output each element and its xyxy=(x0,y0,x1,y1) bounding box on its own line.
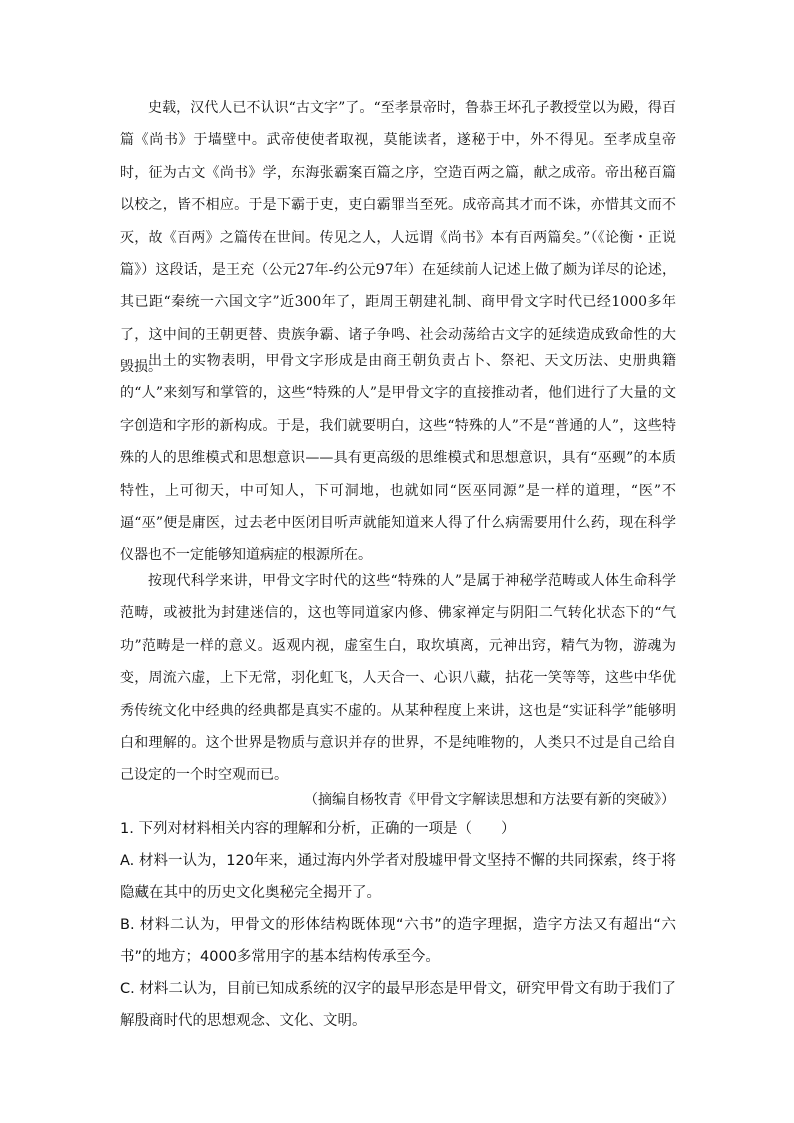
passage-paragraph-2: 出土的实物表明，甲骨文字形成是由商王朝负责占卜、祭祀、天文历法、史册典籍的“人”来刻写和掌管的，这些“特殊的人”是甲骨文字的直接推动者，他们进行了大量的文字创造和字形的新构成。于是，我们就要明白，这些“特殊的人”不是“普通的人”，这些特殊的人的思维模式和思想意识——具有更高级的思维模式和思想意识，具有“巫觋”的本质特性，上可彻天，中可知人，下可洞地，也就如同“医巫同源”是一样的道理，“医”不逼“巫”便是庸医，过去老中医闭目听声就能知道来人得了什么病需要用什么药，现在科学仪器也不一定能够知道病症的根源所在。 xyxy=(120,353,676,564)
option-a: A. 材料一认为，120年来，通过海内外学者对殷墟甲骨文坚持不懈的共同探索，终于将隐藏在其中的历史文化奥秘完全揭开了。 xyxy=(120,853,676,901)
question-stem: 1. 下列对材料相关内容的理解和分析，正确的一项是（ ） xyxy=(120,821,516,837)
passage-paragraph-3: 按现代科学来讲，甲骨文字时代的这些“特殊的人”是属于神秘学范畴或人体生命科学范畴，或被批为封建迷信的，这也等同道家内修、佛家禅定与阴阳二气转化状态下的“气功”范畴是一样的意义。返观内视，虚室生白，取坎填离，元神出窍，精气为物，游魂为变，周流六虚，上下无常，羽化虹飞，人天合一、心识八藏，拈花一笑等等，这些中华优秀传统文化中经典的经典都是真实不虚的。从某种程度上来讲，这也是“实证科学”能够明白和理解的。这个世界是物质与意识并存的世界，不是纯唯物的，人类只不过是自己给自己设定的一个时空观而已。 xyxy=(120,573,676,784)
passage-paragraph-1: 史载，汉代人已不认识“古文字”了。“至孝景帝时，鲁恭王坏孔子教授堂以为殿，得百篇《尚书》于墙壁中。武帝使使者取视，莫能读者，遂秘于中，外不得见。至孝成皇帝时，征为古文《尚书》学，东海张霸案百篇之序，空造百两之篇，献之成帝。帝出秘百篇以校之，皆不相应。于是下霸于吏，吏白霸罪当至死。成帝高其才而不诛，亦惜其文而不灭，故《百两》之篇传在世间。传见之人，人远谓《尚书》本有百两篇矣。”（《论衡・正说篇》）这段话，是王充（公元27年-约公元97年）在延续前人记述上做了颇为详尽的论述，其已距“秦统一六国文字”近300年了，距周王朝建礼制、商甲骨文字时代已经1000多年了，这中间的王朝更替、贵族争霸、诸子争鸣、社会动荡给古文字的延续造成致命性的大毁损。 xyxy=(120,100,676,376)
option-b: B. 材料二认为，甲骨文的形体结构既体现“六书”的造字理据，造字方法又有超出“六书”的地方；4000多常用字的基本结构传承至今。 xyxy=(120,917,676,965)
passage-source: （摘编自杨牧青《甲骨文字解读思想和方法要有新的突破》） xyxy=(304,792,675,808)
question-1 xyxy=(120,813,676,1037)
option-c: C. 材料二认为，目前已知成系统的汉字的最早形态是甲骨文，研究甲骨文有助于我们了解殷商时代的思想观念、文化、文明。 xyxy=(120,981,676,1029)
